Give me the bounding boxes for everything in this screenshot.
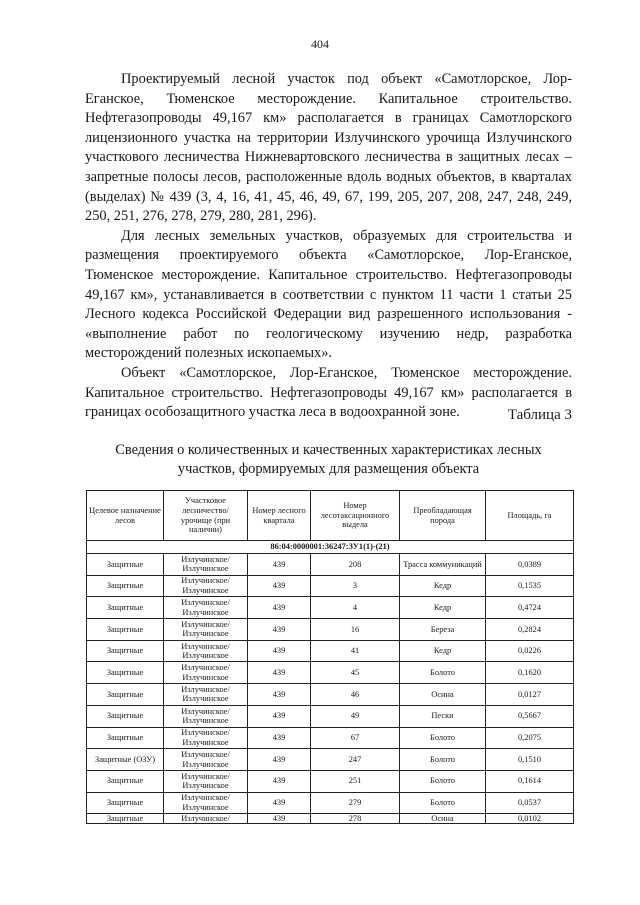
cell-forestry: Излучинское/ Излучинское: [164, 684, 248, 706]
cell-area: 0,1614: [486, 770, 574, 792]
cell-purpose: Защитные: [87, 575, 164, 597]
cell-forestry: Излучинское/ Излучинское: [164, 640, 248, 662]
table-row: [87, 597, 574, 619]
table-row: [87, 640, 574, 662]
table-row: [87, 662, 574, 684]
header-quarter: Номер лесного квартала: [248, 491, 311, 541]
cell-quarter: 439: [248, 597, 311, 619]
cell-quarter: 439: [248, 727, 311, 749]
cell-quarter: 439: [248, 705, 311, 727]
cell-allotment: 16: [311, 619, 400, 641]
cell-allotment: 4: [311, 597, 400, 619]
cell-species: Кедр: [400, 597, 486, 619]
cell-species: Кедр: [400, 640, 486, 662]
cell-species: Болото: [400, 749, 486, 771]
header-purpose: Целевое назначение лесов: [87, 491, 164, 541]
cell-purpose: Защитные: [87, 814, 164, 824]
cell-forestry: Излучинское/ Излучинское: [164, 597, 248, 619]
cell-purpose: Защитные: [87, 727, 164, 749]
cell-quarter: 439: [248, 684, 311, 706]
cell-allotment: 67: [311, 727, 400, 749]
cell-allotment: 278: [311, 814, 400, 824]
header-species: Преобладающая порода: [400, 491, 486, 541]
cadastral-number: 86:04:0000001:36247:ЗУ1(1)-(21): [87, 541, 574, 554]
cell-forestry: Излучинское/ Излучинское: [164, 727, 248, 749]
cell-allotment: 41: [311, 640, 400, 662]
cell-area: 0,1510: [486, 749, 574, 771]
cell-purpose: Защитные (ОЗУ): [87, 749, 164, 771]
cell-area: 0,0389: [486, 554, 574, 576]
cell-purpose: Защитные: [87, 597, 164, 619]
cell-quarter: 439: [248, 770, 311, 792]
cell-area: 0,1620: [486, 662, 574, 684]
table-row: [87, 814, 574, 824]
table-row: [87, 619, 574, 641]
cell-area: 0,2075: [486, 727, 574, 749]
table-row: [87, 770, 574, 792]
cell-quarter: 439: [248, 792, 311, 814]
cell-species: Осина: [400, 684, 486, 706]
cell-forestry: Излучинское/ Излучинское: [164, 619, 248, 641]
table-row: [87, 749, 574, 771]
cell-forestry: Излучинское/ Излучинское: [164, 705, 248, 727]
cell-species: Кедр: [400, 575, 486, 597]
cell-species: Болото: [400, 792, 486, 814]
cell-allotment: 247: [311, 749, 400, 771]
cell-quarter: 439: [248, 749, 311, 771]
table-row: [87, 705, 574, 727]
cell-purpose: Защитные: [87, 640, 164, 662]
paragraph-3: Объект «Самотлорское, Лор-Еганское, Тюменское месторождение. Капитальное строительство. Нефтегазопроводы 49,167 км» располагается в границах особозащитного участка леса в водоохранной зоне.: [85, 364, 572, 421]
table-row: [87, 792, 574, 814]
cell-forestry: Излучинское/ Излучинское: [164, 749, 248, 771]
cell-forestry: Излучинское/: [164, 814, 248, 824]
cell-allotment: 251: [311, 770, 400, 792]
page-number: 404: [311, 37, 329, 51]
cell-purpose: Защитные: [87, 770, 164, 792]
table-label: Таблица 3: [507, 407, 572, 423]
cell-forestry: Излучинское/ Излучинское: [164, 792, 248, 814]
paragraph-1: Проектируемый лесной участок под объект «Самотлорское, Лор-Еганское, Тюменское месторождение. Капитальное строительство. Нефтегазопроводы 49,167 км» располагается в границах Самотлорского лицензионного участка на территории Излучинского урочища Излучинского участкового лесничества Нижневартовского лесничества в защитных лесах – запретные полосы лесов, расположенные вдоль водных объектов, в кварталах (выделах) № 439 (3, 4, 16, 41, 45, 46, 49, 67, 199, 205, 207, 208, 247, 248, 249, 250, 251, 276, 278, 279, 280, 281, 296).: [85, 71, 572, 225]
cell-allotment: 45: [311, 662, 400, 684]
cell-purpose: Защитные: [87, 554, 164, 576]
table-row: [87, 554, 574, 576]
table-row: [87, 575, 574, 597]
cell-area: 0,1535: [486, 575, 574, 597]
cell-species: Болото: [400, 662, 486, 684]
cell-allotment: 279: [311, 792, 400, 814]
cell-species: Болото: [400, 727, 486, 749]
cell-forestry: Излучинское/ Излучинское: [164, 575, 248, 597]
cell-area: 0,0102: [486, 814, 574, 824]
table-row: [87, 727, 574, 749]
cell-area: 0,0226: [486, 640, 574, 662]
cell-quarter: 439: [248, 662, 311, 684]
cell-allotment: 208: [311, 554, 400, 576]
cell-area: 0,5667: [486, 705, 574, 727]
cell-species: Осина: [400, 814, 486, 824]
cell-area: 0,0127: [486, 684, 574, 706]
cell-purpose: Защитные: [87, 662, 164, 684]
cell-species: Болото: [400, 770, 486, 792]
cell-quarter: 439: [248, 640, 311, 662]
cell-purpose: Защитные: [87, 684, 164, 706]
header-allotment: Номер лесотаксационного выдела: [311, 491, 400, 541]
cell-forestry: Излучинское/ Излучинское: [164, 662, 248, 684]
cell-quarter: 439: [248, 575, 311, 597]
cell-area: 0,2824: [486, 619, 574, 641]
cell-forestry: Излучинское/ Излучинское: [164, 770, 248, 792]
cell-area: 0,4724: [486, 597, 574, 619]
cell-allotment: 3: [311, 575, 400, 597]
cell-allotment: 49: [311, 705, 400, 727]
cell-purpose: Защитные: [87, 619, 164, 641]
table-header-row: [87, 491, 574, 541]
header-forestry: Участковое лесничество/ урочище (при наличии): [164, 491, 248, 541]
cell-purpose: Защитные: [87, 792, 164, 814]
cell-quarter: 439: [248, 619, 311, 641]
cell-purpose: Защитные: [87, 705, 164, 727]
table-title: Сведения о количественных и качественных характеристиках лесных участков, формируемых для размещения объекта: [115, 442, 542, 477]
cell-quarter: 439: [248, 554, 311, 576]
table-row: [87, 684, 574, 706]
cell-allotment: 46: [311, 684, 400, 706]
cell-quarter: 439: [248, 814, 311, 824]
cell-species: Трасса коммуникаций: [400, 554, 486, 576]
cell-area: 0,0537: [486, 792, 574, 814]
header-area: Площадь, га: [486, 491, 574, 541]
cell-species: Пески: [400, 705, 486, 727]
paragraph-2: Для лесных земельных участков, образуемых для строительства и размещения проектируемого объекта «Самотлорское, Лор-Еганское, Тюменское месторождение. Капитальное строительство. Нефтегазопроводы 49,167 км», устанавливается в соответствии с пунктом 11 части 1 статьи 25 Лесного кодекса Российской Федерации вид разрешенного использования - «выполнение работ по геологическому изучению недр, разработка месторождений полезных ископаемых».: [85, 227, 572, 362]
body-text: [85, 70, 572, 423]
cell-forestry: Излучинское/ Излучинское: [164, 554, 248, 576]
forest-plots-table: [86, 490, 574, 824]
cadastral-row: [87, 541, 574, 554]
cell-species: Береза: [400, 619, 486, 641]
